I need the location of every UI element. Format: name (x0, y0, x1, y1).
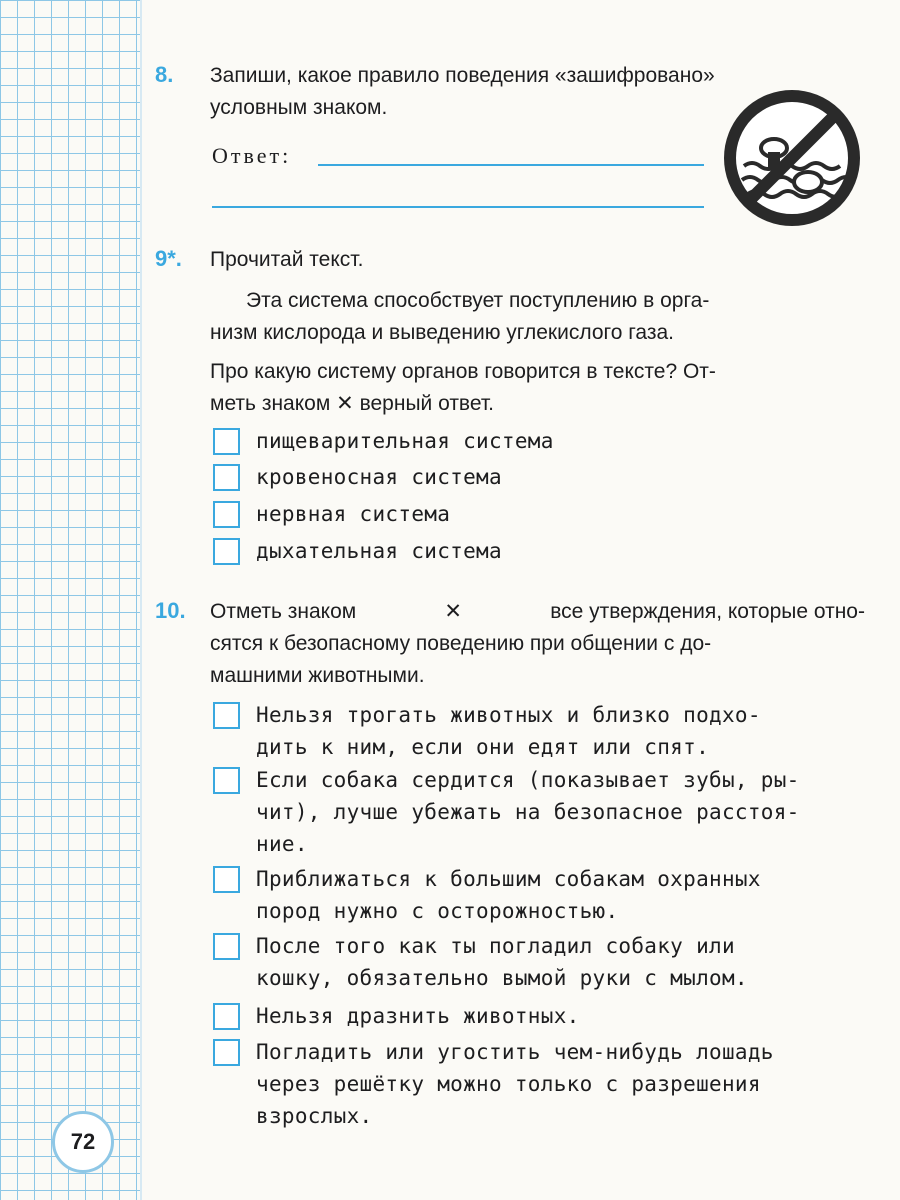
q8-answer-label: Ответ: (212, 143, 292, 168)
q9-passage-line1: Эта система способствует поступлению в орга- (246, 289, 710, 312)
q8-answer-line-1[interactable] (318, 164, 704, 166)
q8-text-line1: Запиши, какое правило поведения «зашифровано» (210, 64, 715, 87)
q8-answer-line-2[interactable] (212, 206, 704, 208)
q9-option-2-checkbox[interactable] (213, 464, 240, 491)
q9-option-3-checkbox[interactable] (213, 501, 240, 528)
q10-option-6-line2: через решётку можно только с разрешения (256, 1072, 761, 1096)
q10-option-2-line2: чит), лучше убежать на безопасное расстоя- (256, 800, 800, 824)
q9-option-4-label: дыхательная система (256, 539, 502, 563)
q10-option-1-line2: дить к ним, если они едят или спят. (256, 735, 710, 759)
q10-text-line3: машними животными. (210, 664, 425, 687)
q9-option-3-label: нервная система (256, 502, 451, 526)
q9-option-1-label: пищеварительная система (256, 429, 554, 453)
q10-option-3-checkbox[interactable] (213, 866, 240, 893)
page-number: 72 (52, 1111, 114, 1173)
q10-option-2-line1: Если собака сердится (показывает зубы, ры- (256, 768, 800, 792)
q10-option-6-checkbox[interactable] (213, 1039, 240, 1066)
q10-option-6-line3: взрослых. (256, 1104, 373, 1128)
q10-option-2-line3: ние. (256, 832, 308, 856)
q10-option-1-checkbox[interactable] (213, 702, 240, 729)
q10-text-line1 (210, 596, 865, 627)
q9-option-4-checkbox[interactable] (213, 538, 240, 565)
q9-title: Прочитай текст. (210, 248, 364, 271)
q10-text-line1-pre: Отметь знаком (210, 600, 357, 623)
q9-question-line2-post: верный ответ. (359, 392, 494, 415)
q10-option-3-line2: пород нужно с осторожностью. (256, 899, 619, 923)
q9-question-line2 (210, 388, 494, 419)
q10-number: 10. (155, 598, 186, 623)
x-mark-icon: ✕ (444, 600, 463, 623)
q8-text-line2: условным знаком. (210, 96, 388, 119)
q10-text-line1-post: все утверждения, которые отно- (550, 600, 865, 623)
q9-question-line2-pre: меть знаком (210, 392, 331, 415)
q10-option-4-line2: кошку, обязательно вымой руки с мылом. (256, 966, 748, 990)
q10-option-5-line1: Нельзя дразнить животных. (256, 1004, 580, 1028)
q9-passage-line2: низм кислорода и выведению углекислого газа. (210, 321, 674, 344)
q10-option-5-checkbox[interactable] (213, 1003, 240, 1030)
q10-option-2-checkbox[interactable] (213, 767, 240, 794)
q10-option-6-line1: Погладить или угостить чем-нибудь лошадь (256, 1040, 774, 1064)
q9-number: 9*. (155, 246, 182, 271)
q10-text-line2: сятся к безопасному поведению при общении с до- (210, 632, 712, 655)
q10-option-3-line1: Приближаться к большим собакам охранных (256, 867, 761, 891)
grid-margin (0, 0, 140, 1200)
q9-question-line1: Про какую систему органов говорится в тексте? От- (210, 360, 716, 383)
q9-option-2-label: кровеносная система (256, 465, 502, 489)
q10-option-1-line1: Нельзя трогать животных и близко подхо- (256, 703, 761, 727)
x-mark-icon: ✕ (336, 392, 354, 415)
page-edge (140, 0, 142, 1200)
q10-option-4-checkbox[interactable] (213, 933, 240, 960)
q8-number: 8. (155, 62, 174, 87)
no-swimming-sign-icon (722, 88, 862, 228)
q10-option-4-line1: После того как ты погладил собаку или (256, 934, 735, 958)
q9-option-1-checkbox[interactable] (213, 428, 240, 455)
